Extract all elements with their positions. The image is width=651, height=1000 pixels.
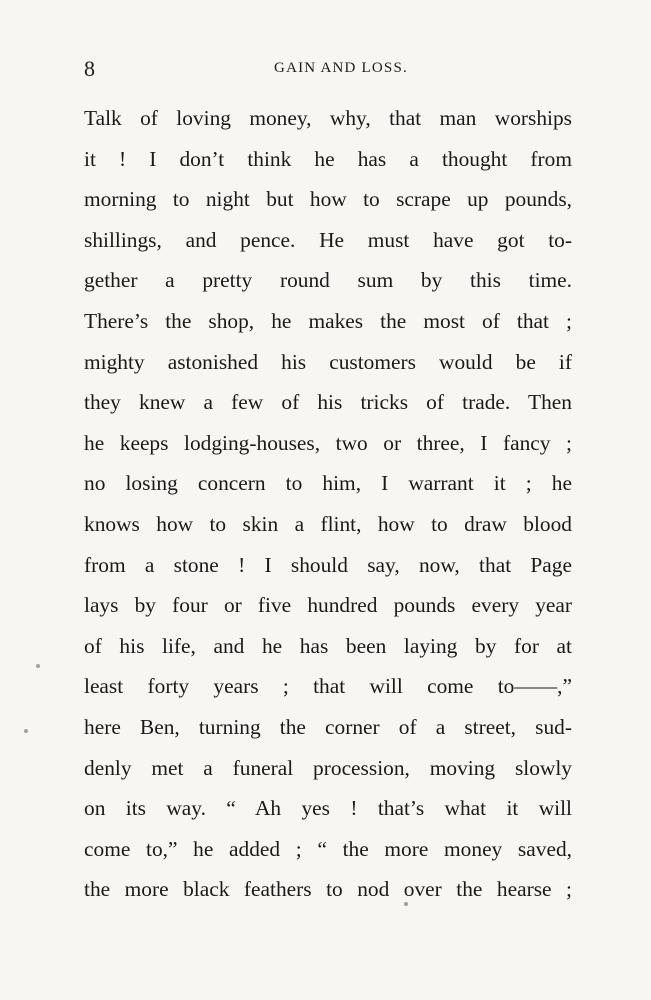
text-line: shillings, and pence. He must have got to- — [84, 227, 572, 252]
ink-speck — [24, 729, 28, 733]
page-number: 8 — [84, 56, 95, 81]
text-line: of his life, and he has been laying by for at — [84, 633, 572, 658]
text-line: morning to night but how to scrape up pounds, — [84, 187, 572, 212]
text-line: they knew a few of his tricks of trade. Then — [84, 390, 572, 415]
text-line: denly met a funeral procession, moving slowly — [84, 755, 572, 780]
ink-speck — [36, 664, 40, 668]
text-line: least forty years ; that will come to——,” — [84, 674, 572, 699]
text-line: There’s the shop, he makes the most of that ; — [84, 308, 572, 333]
text-line: gether a pretty round sum by this time. — [84, 268, 572, 293]
running-head: GAIN AND LOSS. — [274, 60, 408, 76]
text-line: lays by four or five hundred pounds every year — [84, 593, 572, 618]
text-line: from a stone ! I should say, now, that Page — [84, 552, 572, 577]
text-line: come to,” he added ; “ the more money saved, — [84, 836, 572, 861]
text-line: on its way. “ Ah yes ! that’s what it will — [84, 796, 572, 821]
text-line: he keeps lodging-houses, two or three, I fancy ; — [84, 430, 572, 455]
page-header — [84, 56, 572, 86]
text-line: no losing concern to him, I warrant it ; he — [84, 471, 572, 496]
text-line: here Ben, turning the corner of a street, sud- — [84, 714, 572, 739]
ink-speck — [404, 902, 408, 906]
text-line: it ! I don’t think he has a thought from — [84, 146, 572, 171]
body-text — [84, 98, 572, 910]
text-line: knows how to skin a flint, how to draw blood — [84, 511, 572, 536]
text-line: Talk of loving money, why, that man worships — [84, 106, 572, 130]
text-line: the more black feathers to nod over the hearse ; — [84, 877, 572, 902]
text-line: mighty astonished his customers would be if — [84, 349, 572, 374]
